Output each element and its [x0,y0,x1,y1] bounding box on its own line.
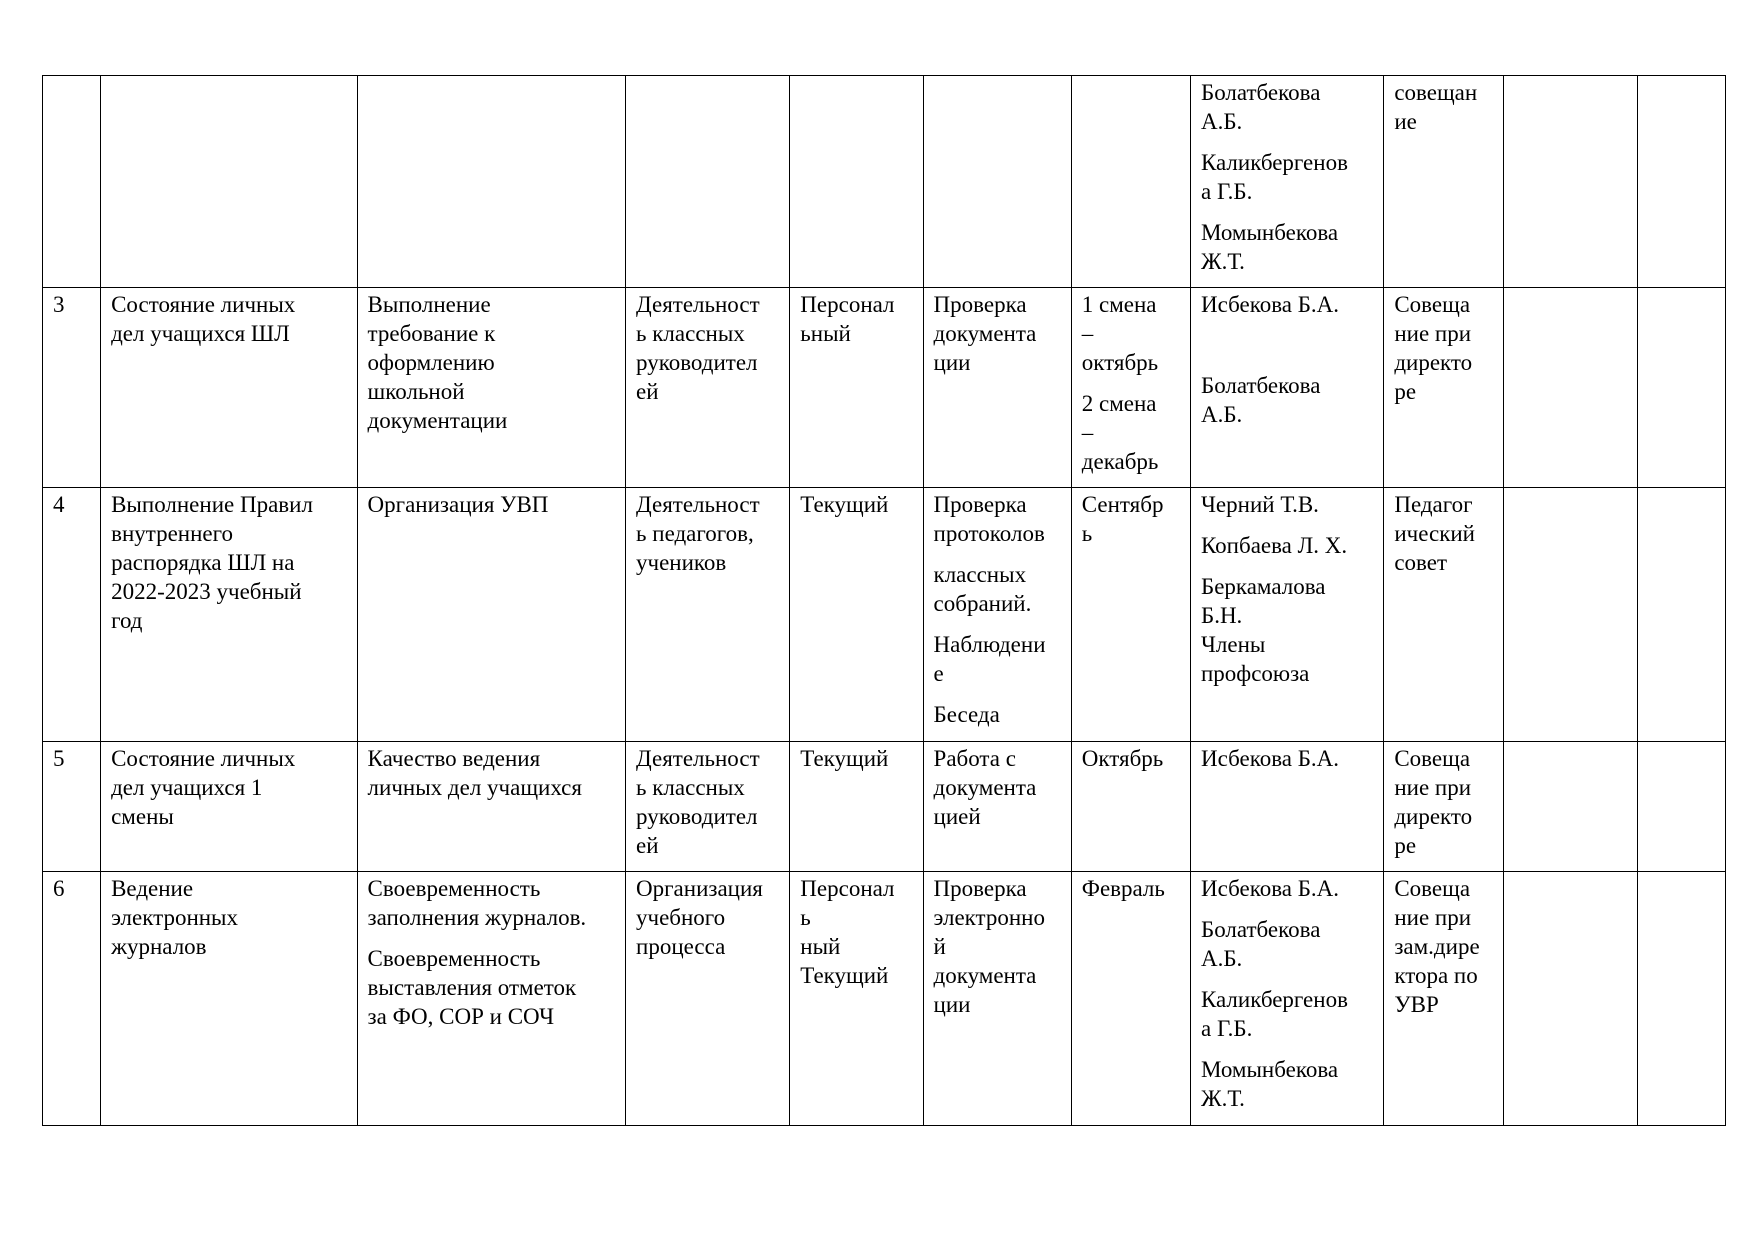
responsible-cell [1190,288,1383,488]
empty-cell [1503,872,1637,1126]
result-cell: Педагог ический совет [1384,488,1503,742]
object-cell: Деятельност ь классных руководител ей [626,742,790,872]
empty-cell [1637,488,1725,742]
responsible-cell [1190,742,1383,872]
responsible-cell [1190,872,1383,1126]
empty-cell [1637,872,1725,1126]
period-cell [1071,288,1190,488]
goal-cell: Организация УВП [357,488,625,742]
method-entry: Проверка протоколов [933,492,1045,546]
responsible-entry: Копбаева Л. Х. [1200,533,1348,558]
period-entry: Сентябр ь [1081,492,1164,546]
object-cell: Деятельност ь классных руководител ей [626,288,790,488]
control-type-cell: Персонал ьный [790,288,923,488]
result-cell: Совеща ние при зам.дире ктора по УВР [1384,872,1503,1126]
empty-cell [1637,76,1725,288]
table-row [43,76,1726,288]
goal-entry: Своевременность выставления отметок за ФО, СОР и СОЧ [367,946,577,1029]
control-type-cell: Персонал ь ный Текущий [790,872,923,1126]
responsible-entry: Каликбергенов а Г.Б. [1200,150,1348,204]
period-entry: 1 смена – октябрь [1081,292,1159,375]
control-plan-table [42,75,1726,1126]
topic-cell: Состояние личных дел учащихся 1 смены [101,742,357,872]
row-number-cell [43,76,101,288]
responsible-entry: Исбекова Б.А. [1200,746,1340,771]
row-number-cell: 3 [43,288,101,488]
responsible-entry: Исбекова Б.А. [1200,876,1340,901]
empty-cell [1637,288,1725,488]
goal-cell [357,76,625,288]
empty-cell [1637,742,1725,872]
result-cell: Совеща ние при директо ре [1384,742,1503,872]
topic-cell: Выполнение Правил внутреннего распорядка ШЛ на 2022-2023 учебный год [101,488,357,742]
empty-cell [1503,76,1637,288]
goal-cell: Качество ведения личных дел учащихся [357,742,625,872]
period-entry: 2 смена – декабрь [1081,391,1159,474]
responsible-entry: Болатбекова А.Б. [1200,80,1321,134]
row-number-cell: 4 [43,488,101,742]
responsible-cell [1190,488,1383,742]
method-entry: классных собраний. [933,562,1032,616]
spacer [1201,319,1375,371]
result-cell: Совеща ние при директо ре [1384,288,1503,488]
goal-cell: Выполнение требование к оформлению школьной документации [357,288,625,488]
responsible-entry: Беркамалова Б.Н. Члены профсоюза [1200,574,1326,686]
responsible-entry: Черний Т.В. [1200,492,1319,517]
empty-cell [1503,742,1637,872]
period-entry: Октябрь [1081,746,1164,771]
period-cell [1071,76,1190,288]
table-row [43,872,1726,1126]
responsible-entry: Момынбекова Ж.Т. [1200,1057,1339,1111]
method-entry: Наблюдени е [933,632,1046,686]
object-cell: Организация учебного процесса [626,872,790,1126]
method-cell: Работа с документа цией [923,742,1071,872]
empty-cell [1503,288,1637,488]
topic-cell: Ведение электронных журналов [101,872,357,1126]
goal-cell [357,872,625,1126]
period-cell [1071,488,1190,742]
control-type-cell: Текущий [790,488,923,742]
empty-cell [1503,488,1637,742]
control-type-cell: Текущий [790,742,923,872]
table-row [43,288,1726,488]
method-cell: Проверка документа ции [923,288,1071,488]
responsible-entry: Момынбекова Ж.Т. [1200,220,1339,274]
table-row [43,488,1726,742]
period-cell [1071,742,1190,872]
method-cell: Проверка электронно й документа ции [923,872,1071,1126]
method-entry: Беседа [933,702,1000,727]
responsible-cell [1190,76,1383,288]
row-number-cell: 6 [43,872,101,1126]
goal-entry: Своевременность заполнения журналов. [367,876,587,930]
result-cell: совещан ие [1384,76,1503,288]
topic-cell: Состояние личных дел учащихся ШЛ [101,288,357,488]
row-number-cell: 5 [43,742,101,872]
method-cell [923,76,1071,288]
object-cell: Деятельност ь педагогов, учеников [626,488,790,742]
responsible-entry: Болатбекова А.Б. [1200,373,1321,427]
object-cell [626,76,790,288]
method-cell [923,488,1071,742]
responsible-entry: Исбекова Б.А. [1200,292,1340,317]
responsible-entry: Болатбекова А.Б. [1200,917,1321,971]
table-row [43,742,1726,872]
period-entry: Февраль [1081,876,1165,901]
period-cell [1071,872,1190,1126]
responsible-entry: Каликбергенов а Г.Б. [1200,987,1348,1041]
topic-cell [101,76,357,288]
control-type-cell [790,76,923,288]
